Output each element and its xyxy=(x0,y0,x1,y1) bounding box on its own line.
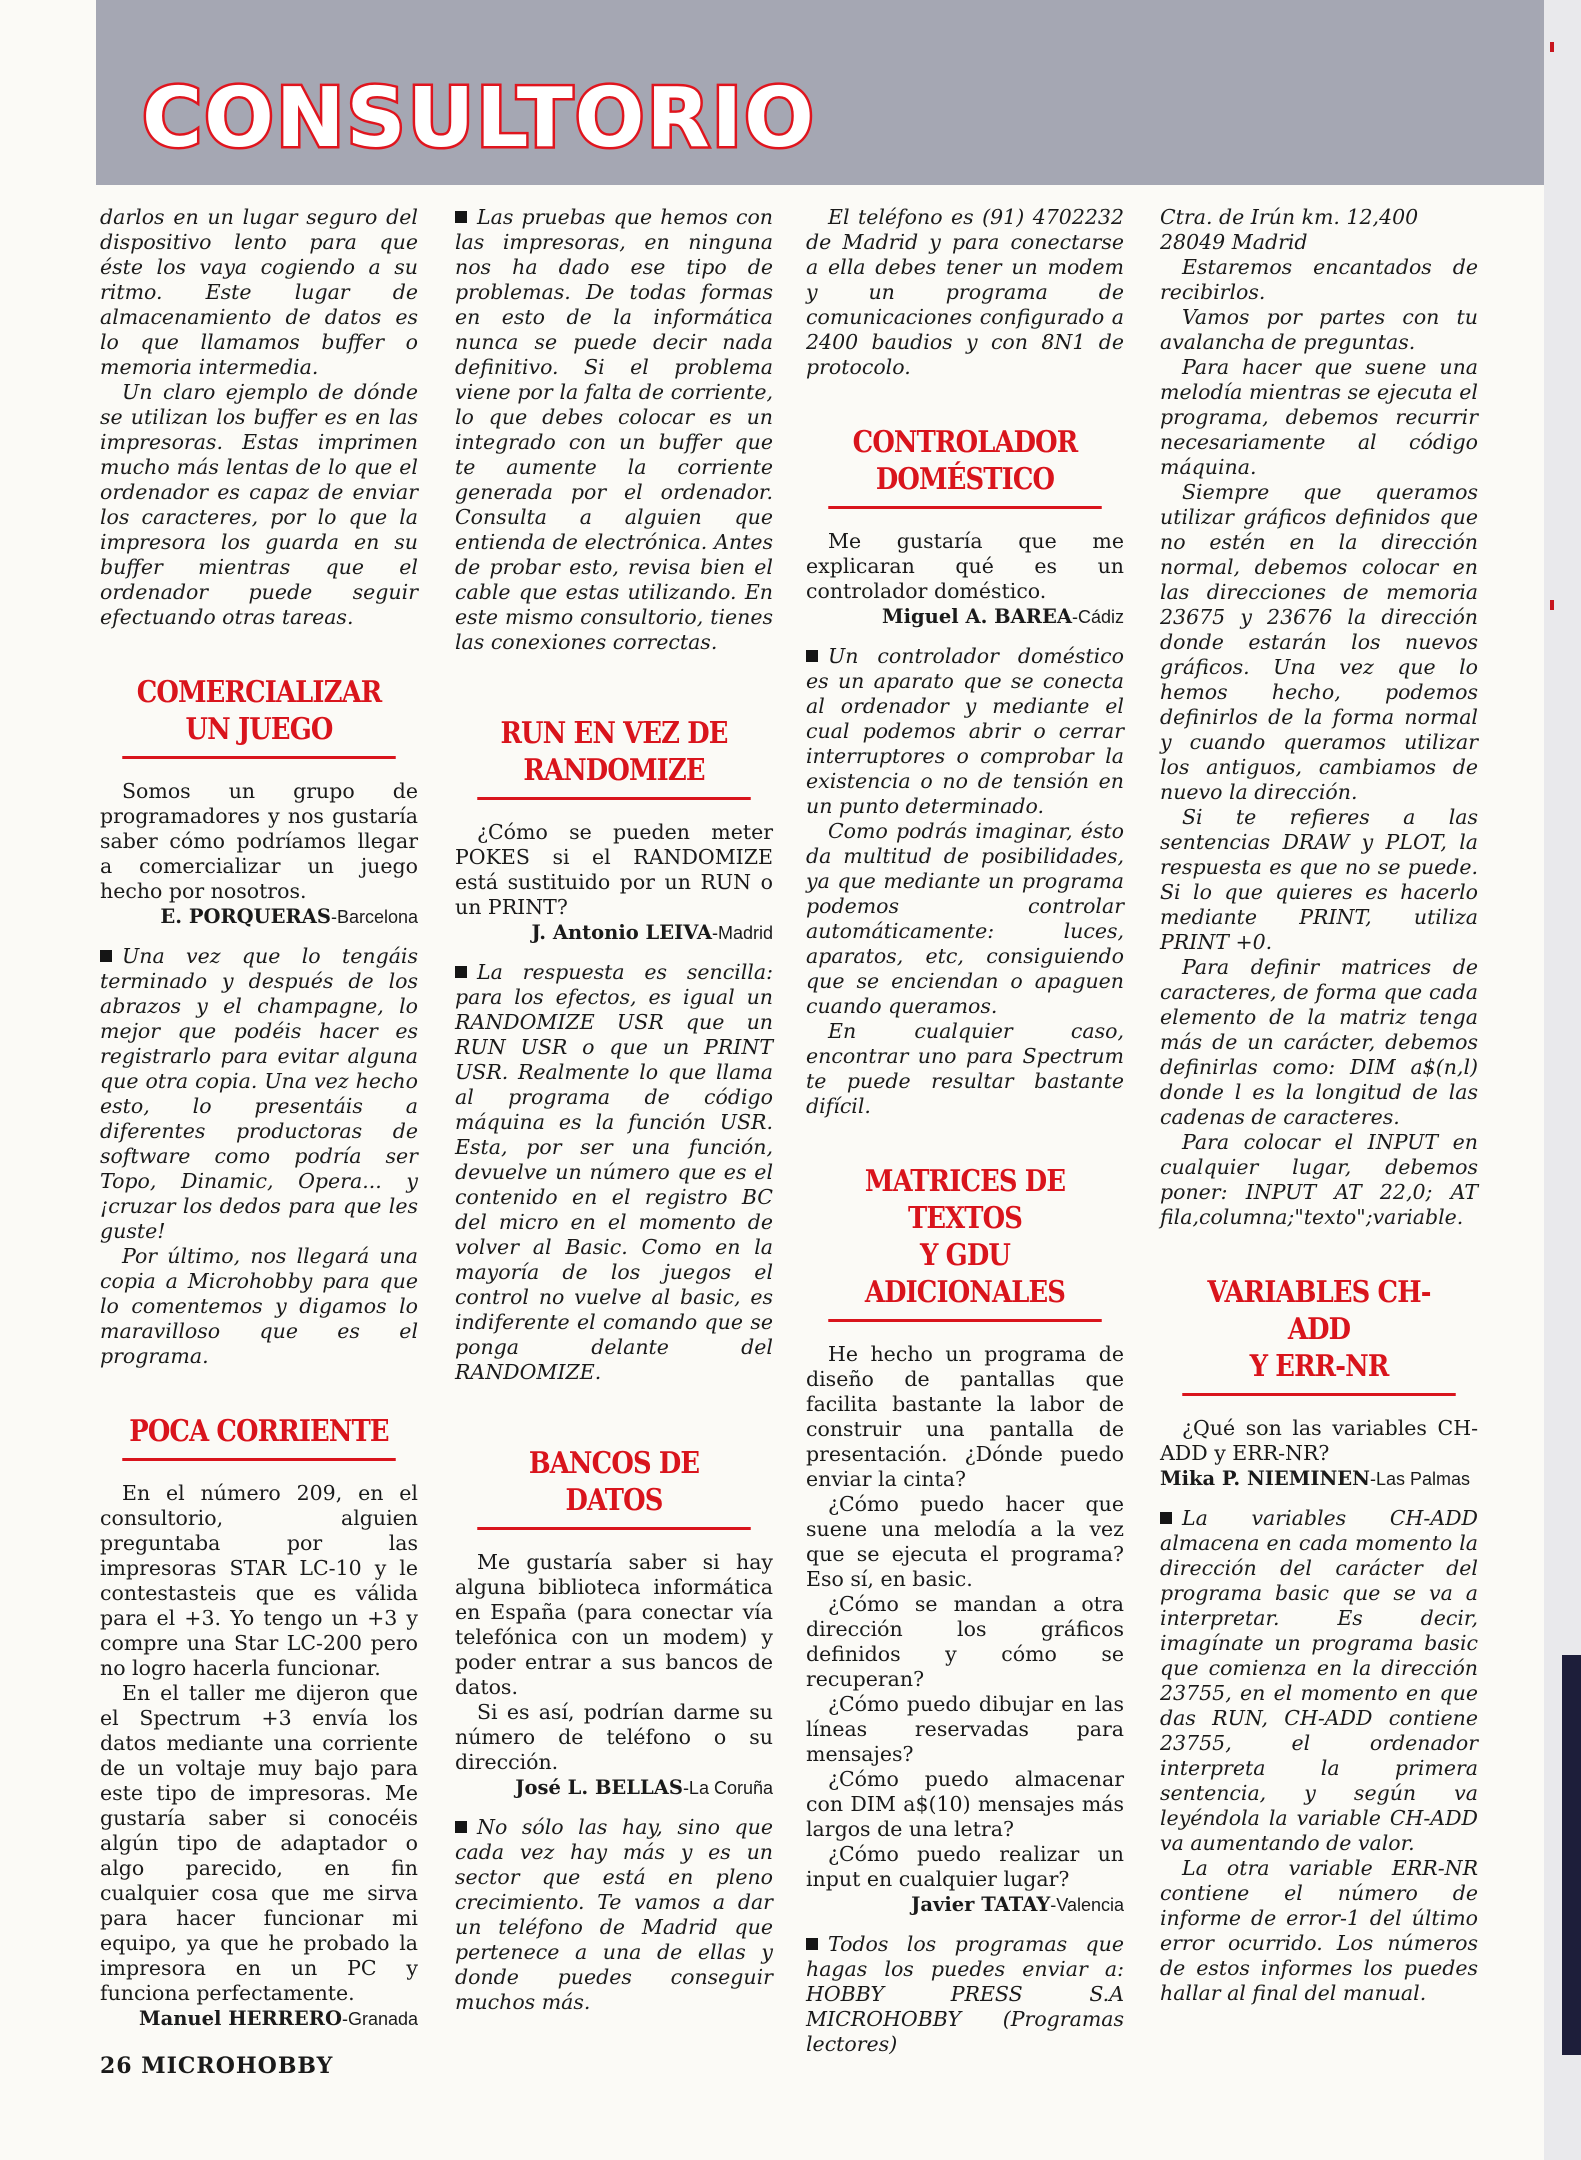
heading-poca-corriente: POCA CORRIENTE xyxy=(122,1413,395,1461)
edge-dark-block xyxy=(1562,1655,1581,2055)
answer-text: Para colocar el INPUT en cualquier lugar, debemos poner: INPUT AT 22,0; AT fila,columna;"texto";variable. xyxy=(1160,1130,1478,1229)
answer-text: Una vez que lo tengáis terminado y después de los abrazos y el champagne, lo mejor que podéis hacer es registrarlo para evitar alguna que otra copia. Una vez hecho esto, lo presentáis a diferentes productoras de software como podría ser Topo, Dinamic, Opera... y ¡cruzar los dedos para que les guste! xyxy=(100,944,418,1243)
question-text: Me gustaría que me explicaran qué es un controlador doméstico. xyxy=(806,529,1124,603)
answer-text: En cualquier caso, encontrar uno para Spectrum te puede resultar bastante difícil. xyxy=(806,1019,1124,1118)
question-text: ¿Cómo puedo hacer que suene una melodía a la vez que se ejecuta el programa? Eso sí, en basic. xyxy=(806,1492,1124,1591)
address-line: 28049 Madrid xyxy=(1160,230,1308,254)
bullet-square-icon xyxy=(455,966,467,978)
question-text: ¿Qué son las variables CH-ADD y ERR-NR? xyxy=(1160,1416,1478,1465)
bullet-square-icon xyxy=(1160,1512,1172,1524)
question-text: ¿Cómo puedo realizar un input en cualquier lugar? xyxy=(806,1842,1124,1891)
column-3 xyxy=(806,205,1124,2057)
continued-answer: Un claro ejemplo de dónde se utilizan los buffer es en las impresoras. Estas imprimen mucho más lentas de lo que el ordenador es capaz de enviar los caracteres, por lo que la impresora los guarda en su buffer mientras que el ordenador puede seguir efectuando otras tareas. xyxy=(100,380,418,629)
question-text: Me gustaría saber si hay alguna biblioteca informática en España (para conectar vía telefónica con un modem) y poder entrar a sus bancos de datos. xyxy=(455,1550,773,1699)
address-line: Ctra. de Irún km. 12,400 xyxy=(1160,205,1419,229)
signature: J. Antonio LEIVA-Madrid xyxy=(531,921,773,944)
answer-text: Para definir matrices de caracteres, de forma que cada elemento de la matriz tenga más de un carácter, debemos definirlas como: DIM a$(n,l) donde l es la longitud de las cadenas de caracteres. xyxy=(1160,955,1478,1129)
answer-text: Como podrás imaginar, ésto da multitud de posibilidades, ya que mediante un programa podemos controlar automáticamente: luces, aparatos, etc, consiguiendo que se enciendan o apaguen cuando queramos. xyxy=(806,819,1124,1018)
answer-text: Para hacer que suene una melodía mientras se ejecuta el programa, debemos recurrir necesariamente al código máquina. xyxy=(1160,355,1478,479)
question-text: ¿Cómo puedo almacenar con DIM a$(10) mensajes más largos de una letra? xyxy=(806,1767,1124,1841)
answer-text: La variables CH-ADD almacena en cada momento la dirección del carácter del programa basic que se va a interpretar. Es decir, imagínate un programa basic que comienza en la dirección 23755, en el momento en que das RUN, CH-ADD contiene 23755, el ordenador interpreta la primera sentencia, y según va leyéndola la variable CH-ADD va aumentando de valor. xyxy=(1160,1506,1478,1855)
answer-text: Estaremos encantados de recibirlos. xyxy=(1160,255,1478,304)
heading-bancos: BANCOS DE DATOS xyxy=(477,1445,750,1530)
answer-text: No sólo las hay, sino que cada vez hay más y es un sector que está en pleno crecimiento. Te vamos a dar un teléfono de Madrid que pertenece a una de ellas y donde puedes conseguir muchos más. xyxy=(455,1815,773,2014)
question-text: En el taller me dijeron que el Spectrum +3 envía los datos mediante una corriente de un voltaje muy bajo para este tipo de impresoras. Me gustaría saber si conocéis algún tipo de adaptador o algo parecido, en fin cualquier cosa que me sirva para hacer funcionar mi equipo, ya que he probado la impresora en un PC y funciona perfectamente. xyxy=(100,1681,418,2005)
section-title: CONSULTORIO xyxy=(142,71,816,166)
question-text: ¿Cómo se pueden meter POKES si el RANDOMIZE está sustituido por un RUN o un PRINT? xyxy=(455,820,773,919)
bullet-square-icon xyxy=(806,1938,818,1950)
answer-text: Un controlador doméstico es un aparato que se conecta al ordenador y mediante el cual podemos abrir o cerrar interruptores o comprobar la existencia o no de tensión en un punto determinado. xyxy=(806,644,1124,818)
answer-text: La otra variable ERR-NR contiene el número de informe de error-1 del último error ocurrido. Los números de estos informes los puedes hallar al final del manual. xyxy=(1160,1856,1478,2005)
question-text: En el número 209, en el consultorio, alguien preguntaba por las impresoras STAR LC-10 y le contestasteis que es válida para el +3. Yo tengo un +3 y compre una Star LC-200 pero no logro hacerla funcionar. xyxy=(100,1481,418,1680)
signature: Javier TATAY-Valencia xyxy=(911,1893,1124,1916)
question-text: ¿Cómo puedo dibujar en las líneas reservadas para mensajes? xyxy=(806,1692,1124,1766)
answer-text: Vamos por partes con tu avalancha de preguntas. xyxy=(1160,305,1478,354)
question-text: ¿Cómo se mandan a otra dirección los gráficos definidos y cómo se recuperan? xyxy=(806,1592,1124,1691)
page-edge-strip xyxy=(1544,0,1581,2160)
column-2 xyxy=(455,205,773,2015)
edge-mark xyxy=(1550,42,1554,52)
signature: Miguel A. BAREA-Cádiz xyxy=(882,605,1124,628)
heading-run: RUN EN VEZ DE RANDOMIZE xyxy=(477,715,750,800)
bullet-square-icon xyxy=(455,211,467,223)
answer-text: Todos los programas que hagas los puedes enviar a: HOBBY PRESS S.A MICROHOBBY (Programas lectores) xyxy=(806,1932,1124,2056)
continued-answer: darlos en un lugar seguro del dispositivo lento para que éste los vaya cogiendo a su ritmo. Este lugar de almacenamiento de datos es lo que llamamos buffer o memoria intermedia. xyxy=(100,205,418,379)
answer-text: Las pruebas que hemos con las impresoras, en ninguna nos ha dado ese tipo de problemas. De todas formas en esto de la informática nunca se puede decir nada definitivo. Si el problema viene por la falta de corriente, lo que debes colocar es un integrado con un buffer que te aumente la corriente generada por el ordenador. Consulta a alguien que entienda de electrónica. Antes de probar esto, revisa bien el cable que estas utilizando. En este mismo consultorio, tienes las conexiones correctas. xyxy=(455,205,773,654)
question-text: Si es así, podrían darme su número de teléfono o su dirección. xyxy=(455,1700,773,1774)
signature: Manuel HERRERO-Granada xyxy=(139,2007,418,2030)
column-1 xyxy=(100,205,418,2032)
column-4 xyxy=(1160,205,1478,2006)
question-text: He hecho un programa de diseño de pantallas que facilita bastante la labor de construir una pantalla de presentación. ¿Dónde puedo enviar la cinta? xyxy=(806,1342,1124,1491)
continued-answer: El teléfono es (91) 4702232 de Madrid y para conectarse a ella debes tener un modem y un programa de comunicaciones configurado a 2400 baudios y con 8N1 de protocolo. xyxy=(806,205,1124,379)
heading-matrices: MATRICES DE TEXTOS Y GDU ADICIONALES xyxy=(828,1163,1101,1322)
edge-mark xyxy=(1550,600,1554,610)
heading-comercializar: COMERCIALIZAR UN JUEGO xyxy=(122,674,395,759)
heading-variables: VARIABLES CH-ADD Y ERR-NR xyxy=(1182,1274,1455,1396)
answer-text: La respuesta es sencilla: para los efectos, es igual un RANDOMIZE USR que un RUN USR o que un PRINT USR. Realmente lo que llama al programa de código máquina es la función USR. Esta, por ser una función, devuelve un número que es el contenido en el registro BC del micro en el momento de volver al Basic. Como en la mayoría de los juegos el control no vuelve al basic, es indiferente el comando que se ponga delante del RANDOMIZE. xyxy=(455,960,773,1384)
signature: José L. BELLAS-La Coruña xyxy=(515,1776,773,1799)
answer-text: Siempre que queramos utilizar gráficos definidos que no estén en la dirección normal, debemos colocar en las direcciones de memoria 23675 y 23676 la dirección donde estarán los nuevos gráficos. Una vez que lo hemos hecho, podemos definirlos de la forma normal y cuando queramos utilizar los antiguos, cambiamos de nuevo la dirección. xyxy=(1160,480,1478,804)
answer-text: Por último, nos llegará una copia a Microhobby para que lo comentemos y digamos lo maravilloso que es el programa. xyxy=(100,1244,418,1368)
signature: Mika P. NIEMINEN-Las Palmas xyxy=(1160,1467,1471,1490)
heading-controlador: CONTROLADOR DOMÉSTICO xyxy=(828,424,1101,509)
bullet-square-icon xyxy=(455,1821,467,1833)
page-footer: 26 MICROHOBBY xyxy=(100,2053,334,2079)
signature: E. PORQUERAS-Barcelona xyxy=(160,905,418,928)
bullet-square-icon xyxy=(806,650,818,662)
question-text: Somos un grupo de programadores y nos gustaría saber cómo podríamos llegar a comercializar un juego hecho por nosotros. xyxy=(100,779,418,903)
bullet-square-icon xyxy=(100,950,112,962)
answer-text: Si te refieres a las sentencias DRAW y PLOT, la respuesta es que no se puede. Si lo que quieres es hacerlo mediante PRINT, utiliza PRINT +0. xyxy=(1160,805,1478,954)
